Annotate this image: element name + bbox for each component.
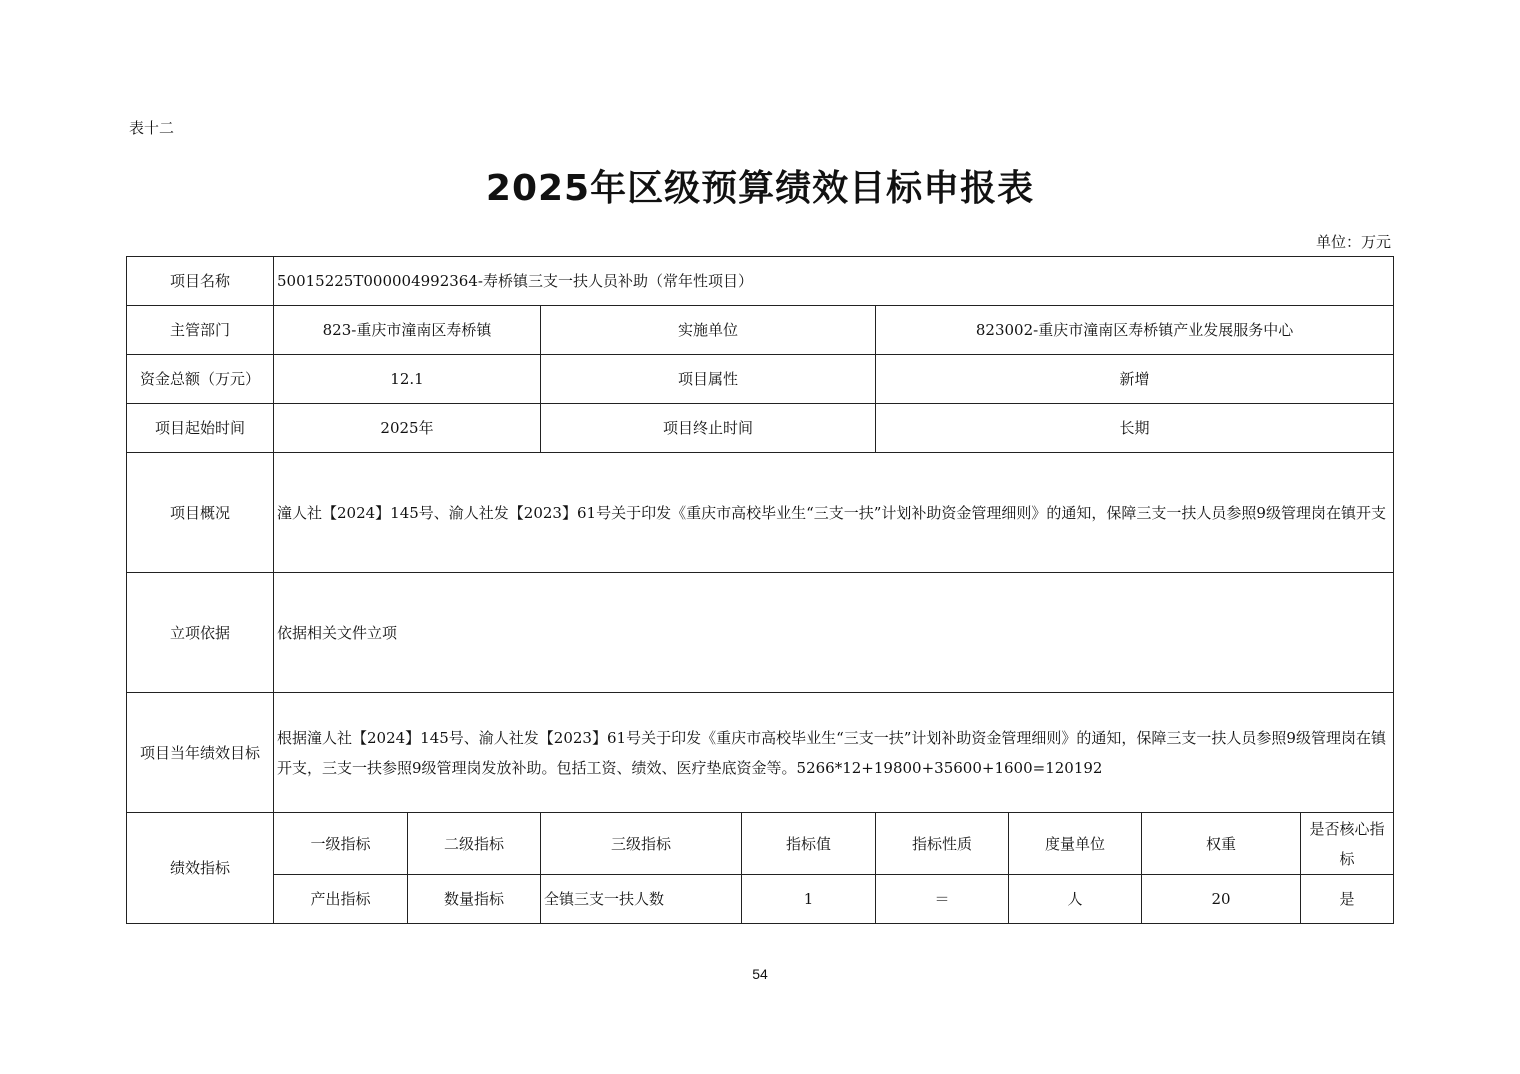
indicator-cell: 全镇三支一扶人数 [541,875,742,924]
indicator-header: 权重 [1142,813,1301,875]
project-name-value: 50015225T000004992364-寿桥镇三支一扶人员补助（常年性项目） [274,257,1394,306]
overview-value: 潼人社【2024】145号、渝人社发【2023】61号关于印发《重庆市高校毕业生“三支一扶”计划补助资金管理细则》的通知，保障三支一扶人员参照9级管理岗在镇开支 [274,453,1394,573]
end-time-value: 长期 [876,404,1394,453]
start-time-label: 项目起始时间 [127,404,274,453]
indicator-header: 指标值 [742,813,876,875]
indicator-header: 度量单位 [1009,813,1142,875]
overview-label: 项目概况 [127,453,274,573]
impl-unit-value: 823002-重庆市潼南区寿桥镇产业发展服务中心 [876,306,1394,355]
table-row [127,355,1394,404]
indicator-cell: ＝ [876,875,1009,924]
indicator-cell: 20 [1142,875,1301,924]
fund-label: 资金总额（万元） [127,355,274,404]
table-row [127,257,1394,306]
indicator-header: 三级指标 [541,813,742,875]
page-title: 2025年区级预算绩效目标申报表 [485,168,1035,209]
table-row [127,875,1394,924]
table-row [127,573,1394,693]
table-row [127,813,1394,875]
table-number-label: 表十二 [129,119,175,137]
basis-value: 依据相关文件立项 [274,573,1394,693]
fund-value: 12.1 [274,355,541,404]
project-attr-value: 新增 [876,355,1394,404]
dept-value: 823-重庆市潼南区寿桥镇 [274,306,541,355]
table-row [127,453,1394,573]
indicator-cell: 是 [1301,875,1394,924]
indicator-header: 是否核心指标 [1301,813,1394,875]
annual-goal-label: 项目当年绩效目标 [127,693,274,813]
dept-label: 主管部门 [127,306,274,355]
impl-unit-label: 实施单位 [541,306,876,355]
start-time-value: 2025年 [274,404,541,453]
indicator-cell: 产出指标 [274,875,408,924]
indicator-header: 二级指标 [408,813,541,875]
project-name-label: 项目名称 [127,257,274,306]
budget-performance-table [126,256,1394,924]
table-row [127,693,1394,813]
unit-label: 单位：万元 [1315,233,1391,251]
indicator-cell: 数量指标 [408,875,541,924]
annual-goal-value: 根据潼人社【2024】145号、渝人社发【2023】61号关于印发《重庆市高校毕业生“三支一扶”计划补助资金管理细则》的通知，保障三支一扶人员参照9级管理岗在镇开支，三支一扶参照9级管理岗发放补助。包括工资、绩效、医疗垫底资金等。5266*12+19800+35600+1600=120192 [274,693,1394,813]
table-row [127,306,1394,355]
indicators-label: 绩效指标 [127,813,274,924]
indicator-cell: 1 [742,875,876,924]
indicator-cell: 人 [1009,875,1142,924]
indicator-header: 指标性质 [876,813,1009,875]
project-attr-label: 项目属性 [541,355,876,404]
page-number: 54 [752,966,768,982]
indicator-header: 一级指标 [274,813,408,875]
table-row [127,404,1394,453]
basis-label: 立项依据 [127,573,274,693]
end-time-label: 项目终止时间 [541,404,876,453]
